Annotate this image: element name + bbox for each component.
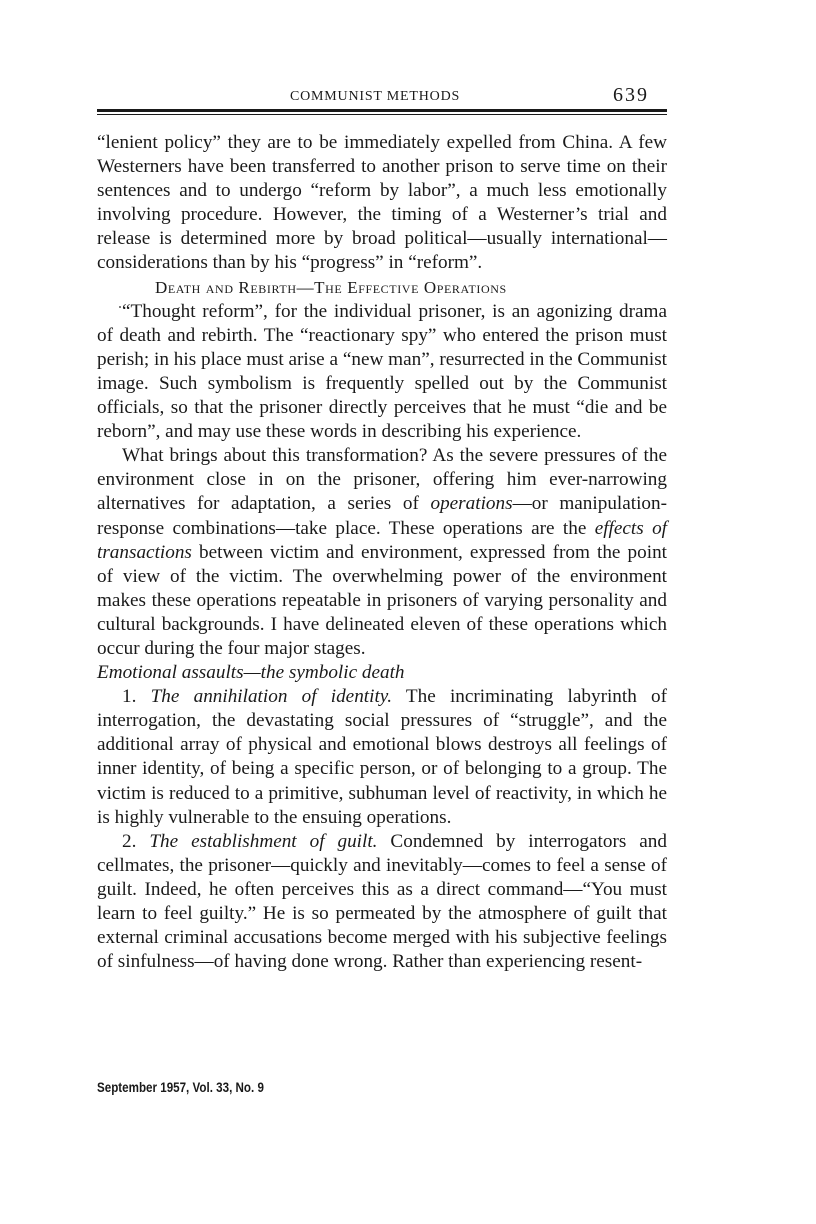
- item-title: The annihilation of identity.: [150, 686, 393, 708]
- item-text: Condemned by interrogators and cellmates, the prisoner—quickly and inevitably—comes to feel a sense of guilt. Indeed, he often perceives this as a direct command—“You must learn to feel guilty.” He is so permeated by the atmosphere of guilt that external criminal accusations become merged with his subjective feelings of sinfulness—of having done wrong. Rather than experiencing resent-: [97, 830, 667, 973]
- paragraph-lenient-policy: “lenient policy” they are to be immediately expelled from China. A few Westerners have been transferred to another prison to serve time on their sentences and to undergo “reform by labor”, a much less emotionally involving procedure. However, the timing of a Westerner’s trial and release is determined more by broad political—usually international—considerations than by his “progress” in “reform”.: [97, 132, 667, 274]
- emphasis-effects-of-transactions: effects of transactions: [97, 517, 667, 563]
- section-heading: Death and Rebirth—The Effective Operations: [155, 277, 507, 297]
- footer-citation: September 1957, Vol. 33, No. 9: [97, 1080, 264, 1095]
- header-rule-thin: [97, 114, 667, 115]
- header-rule-thick: [97, 109, 667, 112]
- text-run: between victim and environment, expressed from the point of view of the victim. The overwhelming power of the environment makes these operations repeatable in prisoners of varying personality and cultural backgrounds. I have delineated eleven of these operations which occur during the four major stages.: [97, 541, 667, 659]
- text-run: —or manipulation- response combinations—take place. These operations are the: [97, 493, 667, 539]
- list-item-guilt: [97, 830, 667, 975]
- page-number: 639: [613, 84, 649, 106]
- running-title: COMMUNIST METHODS: [290, 89, 461, 104]
- item-title: The establishment of guilt.: [149, 830, 378, 852]
- item-number: 2.: [122, 830, 150, 852]
- body-text: [97, 131, 667, 974]
- item-number: 1.: [122, 686, 151, 708]
- list-item-annihilation: [97, 685, 667, 830]
- paragraph-transformation: [97, 444, 667, 661]
- emphasis-operations: operations: [430, 493, 513, 515]
- text-run: What brings about this transformation? As the severe pressures of the environment close in on the prisoner, offering him ever-narrowing alternatives for adaptation, a series of: [97, 445, 667, 515]
- page-header: [97, 86, 667, 110]
- subheading-emotional-assaults: Emotional assaults—the symbolic death: [97, 662, 405, 684]
- paragraph-thought-reform: “Thought reform”, for the individual prisoner, is an agonizing drama of death and rebirth. The “reactionary spy” who entered the prison must perish; in his place must arise a “new man”, resurrected in the Communist image. Such symbolism is frequently spelled out by the Communist officials, so that the prisoner directly perceives that he must “die and be reborn”, and may use these words in describing his experience.: [97, 300, 667, 443]
- item-text: The incriminating labyrinth of interrogation, the devastating social pressures of “struggle”, and the additional array of physical and emotional blows destroys all feelings of inner identity, of being a specific person, or of belonging to a group. The victim is reduced to a primitive, subhuman level of reactivity, in which he is highly vulnerable to the ensuing operations.: [97, 686, 667, 828]
